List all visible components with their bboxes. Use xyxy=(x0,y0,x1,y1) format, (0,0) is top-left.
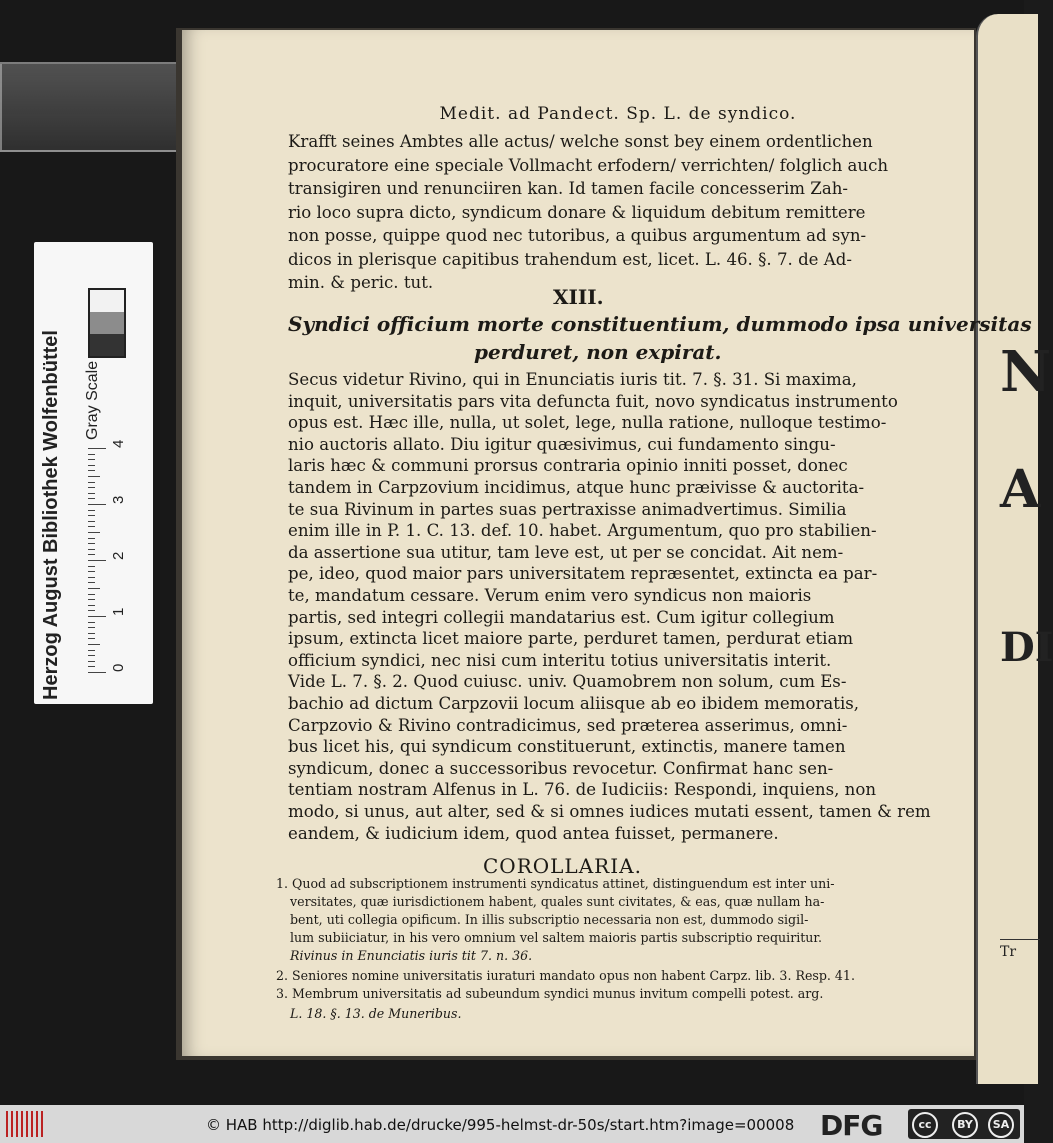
ruler-tick xyxy=(88,610,95,611)
text-line: rio loco supra dicto, syndicum donare & liquidum debitum remittere xyxy=(288,202,866,222)
ruler-tick xyxy=(88,487,95,488)
copyright-link[interactable]: © HAB http://diglib.hab.de/drucke/995-helmst-dr-50s/start.htm?image=00008 xyxy=(206,1116,795,1134)
text-line: officium syndici, nec nisi cum interitu totius universitatis interit. xyxy=(288,650,832,670)
ruler-tick xyxy=(88,566,95,567)
ruler-tick xyxy=(88,638,95,639)
text-line: dicos in plerisque capitibus trahendum est, licet. L. 46. §. 7. de Ad- xyxy=(288,249,852,269)
text-line: tentiam nostram Alfenus in L. 76. de Iudiciis: Respondi, inquiens, non xyxy=(288,780,877,800)
text-line: bus licet his, qui syndicum constituerunt, extinctis, manere tamen xyxy=(288,737,846,757)
text-line: tandem in Carpzovium incidimus, atque hunc præivisse & auctorita- xyxy=(288,478,865,497)
text-line: procuratore eine speciale Vollmacht erfodern/ verrichten/ folglich auch xyxy=(288,155,889,175)
ruler-tick xyxy=(88,594,95,595)
section-rubric-line-2: perduret, non expirat. xyxy=(474,340,722,364)
ruler-tick xyxy=(88,588,100,589)
ruler-number-0: 0 xyxy=(110,663,127,672)
text-line: modo, si unus, aut alter, sed & si omnes iudices mutati essent, tamen & rem xyxy=(288,802,931,821)
text-line: min. & peric. tut. xyxy=(288,273,434,292)
centimeter-ruler xyxy=(76,446,106,672)
text-line: te, mandatum cessare. Verum enim vero syndicus non maioris xyxy=(288,586,812,605)
scale-card-title: Herzog August Bibliothek Wolfenbüttel xyxy=(40,330,62,700)
text-line: Carpzovio & Rivino contradicimus, sed præterea asserimus, omni- xyxy=(288,715,848,735)
ruler-tick xyxy=(88,661,95,662)
ruler-tick xyxy=(88,493,95,494)
text-line: Vide L. 7. §. 2. Quod cuiusc. univ. Quamobrem non solum, cum Es- xyxy=(288,672,847,692)
ruler-number-2: 2 xyxy=(110,551,127,560)
facing-page-letter: N xyxy=(1000,339,1052,405)
ruler-tick xyxy=(88,543,95,544)
corollarium-line: L. 18. §. 13. de Muneribus. xyxy=(290,1006,462,1021)
ruler-tick xyxy=(88,616,106,617)
ruler-tick xyxy=(88,599,95,600)
text-line: laris hæc & communi prorsus contraria opinio inniti posset, donec xyxy=(288,456,848,476)
facing-page-rule xyxy=(1000,939,1040,940)
ruler-number-4: 4 xyxy=(110,439,127,448)
ruler-tick xyxy=(88,622,95,623)
ruler-number-3: 3 xyxy=(110,495,127,504)
ruler-tick xyxy=(88,454,95,455)
corollarium-line: 3. Membrum universitatis ad subeundum syndici munus invitum compelli potest. arg. xyxy=(276,986,824,1001)
ruler-tick xyxy=(88,526,95,527)
corollarium-line: 1. Quod ad subscriptionem instrumenti syndicatus attinet, distinguendum est inter uni- xyxy=(276,876,835,891)
section-number: XIII. xyxy=(553,285,604,309)
text-line: Krafft seines Ambtes alle actus/ welche sonst bey einem ordentlichen xyxy=(288,132,873,151)
text-line: eandem, & iudicium idem, quod antea fuisset, permanere. xyxy=(288,823,779,843)
hab-logo-icon xyxy=(6,1111,46,1137)
ruler-tick xyxy=(88,633,95,634)
dfg-logo: DFG xyxy=(820,1109,883,1142)
ruler-tick xyxy=(88,554,95,555)
section-rubric-line-1: Syndici officium morte constituentium, dummodo ipsa universitas xyxy=(288,312,1032,336)
viewer-footer xyxy=(0,1105,1024,1143)
text-line: nio auctoris allato. Diu igitur quæsivimus, cui fundamento singu- xyxy=(288,434,836,454)
gray-scale-label: Gray Scale xyxy=(84,360,101,440)
ruler-tick xyxy=(88,577,95,578)
ruler-tick xyxy=(88,515,95,516)
ruler-tick xyxy=(88,448,106,449)
ruler-tick xyxy=(88,498,95,499)
ruler-tick xyxy=(88,538,95,539)
text-line: bachio ad dictum Carpzovii locum aliisque ab eo ibidem memoratis, xyxy=(288,694,860,713)
ruler-tick xyxy=(88,521,95,522)
ruler-tick xyxy=(88,465,95,466)
by-icon: BY xyxy=(952,1112,978,1138)
facing-page xyxy=(976,14,1053,1084)
sa-icon: SA xyxy=(988,1112,1014,1138)
text-line: transigiren und renunciiren kan. Id tamen facile concesserim Zah- xyxy=(288,179,849,198)
ruler-tick xyxy=(88,582,95,583)
corollaria-title: COROLLARIA. xyxy=(483,854,642,878)
ruler-tick xyxy=(88,459,95,460)
corollarium-line: bent, uti collegia opificum. In illis subscriptio necessaria non est, dummodo sigil- xyxy=(290,912,809,927)
facing-page-letter: A xyxy=(1000,459,1041,520)
text-line: enim ille in P. 1. C. 13. def. 10. habet. Argumentum, quo pro stabilien- xyxy=(288,521,877,541)
ruler-tick xyxy=(88,655,95,656)
ruler-tick xyxy=(88,672,106,673)
text-line: te sua Rivinum in partes suas pertraxisse animadvertimus. Similia xyxy=(288,499,847,519)
text-line: Secus videtur Rivino, qui in Enunciatis iuris tit. 7. §. 31. Si maxima, xyxy=(288,370,857,389)
corollarium-line: 2. Seniores nomine universitatis iuraturi mandato opus non habent Carpz. lib. 3. Resp. 41. xyxy=(276,968,855,983)
text-line: non posse, quippe quod nec tutoribus, a quibus argumentum ad syn- xyxy=(288,226,867,245)
text-line: opus est. Hæc ille, nulla, ut solet, lege, nulla ratione, nulloque testimo- xyxy=(288,413,887,433)
ruler-tick xyxy=(88,605,95,606)
ruler-tick xyxy=(88,650,95,651)
ruler-tick xyxy=(88,504,106,505)
text-line: da assertione sua utitur, tam leve est, ut per se concidat. Ait nem- xyxy=(288,542,844,562)
text-line: syndicum, donec a successoribus revocetur. Confirmat hanc sen- xyxy=(288,758,834,778)
cc-icon: cc xyxy=(912,1112,938,1138)
page-text xyxy=(276,104,1032,1021)
running-header: Medit. ad Pandect. Sp. L. de syndico. xyxy=(439,104,797,124)
ruler-tick xyxy=(88,627,95,628)
cc-license-badge[interactable] xyxy=(908,1109,1020,1139)
ruler-tick xyxy=(88,482,95,483)
ruler-tick xyxy=(88,476,100,477)
text-line: inquit, universitatis pars vita defuncta fuit, novo syndicatus instrumento xyxy=(288,391,898,411)
text-line: pe, ideo, quod maior pars universitatem repræsentet, extincta ea par- xyxy=(288,564,878,584)
corollarium-line: versitates, quæ iurisdictionem habent, quales sunt civitates, & eas, quæ nullam ha- xyxy=(290,894,825,909)
ruler-tick xyxy=(88,644,100,645)
ruler-tick xyxy=(88,549,95,550)
ruler-number-1: 1 xyxy=(110,607,127,616)
facing-page-letter: Tr xyxy=(1000,944,1017,960)
text-line: ipsum, extincta licet maiore parte, perduret tamen, perdurat etiam xyxy=(288,629,854,649)
corollarium-line: Rivinus in Enunciatis iuris tit 7. n. 36. xyxy=(290,948,533,963)
corollarium-line: lum subiiciatur, in his vero omnium vel saltem maioris partis subscriptio requiritur. xyxy=(290,930,823,945)
text-line: partis, sed integri collegii mandatarius est. Cum igitur collegium xyxy=(288,607,835,627)
ruler-tick xyxy=(88,666,95,667)
ruler-tick xyxy=(88,510,95,511)
facing-page-letter: DI xyxy=(1000,624,1053,671)
ruler-tick xyxy=(88,571,95,572)
gray-scale-swatch xyxy=(88,288,126,358)
ruler-tick xyxy=(88,532,100,533)
ruler-tick xyxy=(88,560,106,561)
ruler-tick xyxy=(88,470,95,471)
